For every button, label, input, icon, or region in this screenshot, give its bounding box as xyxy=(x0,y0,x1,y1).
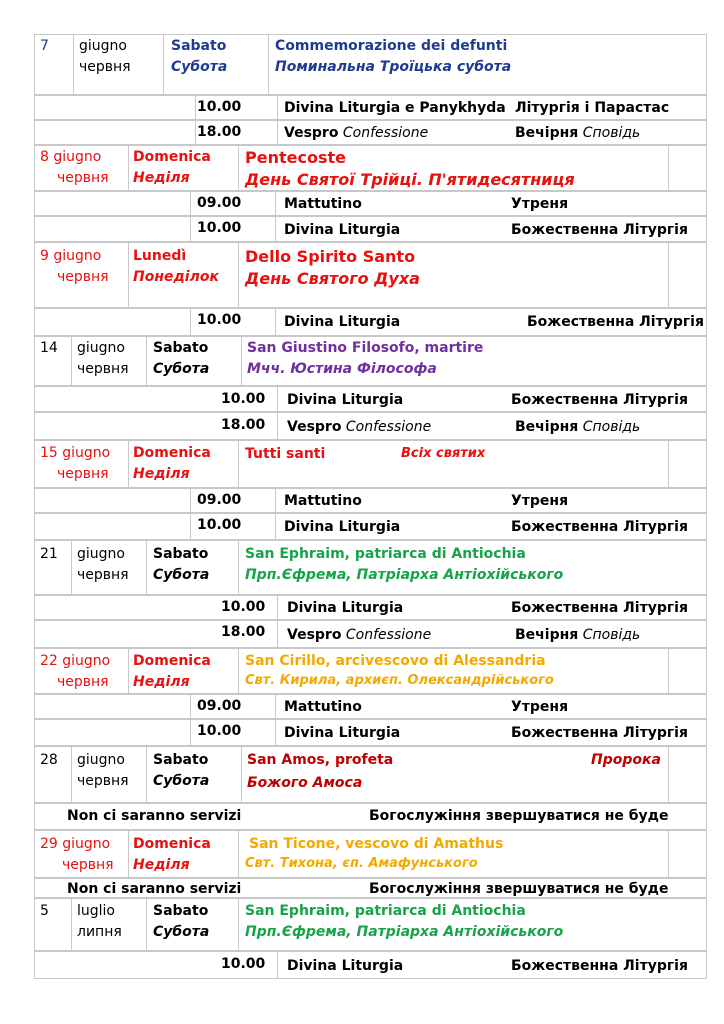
day-number: 21 xyxy=(40,546,58,562)
feast-uk: Свт. Кирила, архиєп. Олександрійського xyxy=(245,673,554,688)
service-time: 18.00 xyxy=(197,124,242,140)
schedule-day-row xyxy=(34,898,707,951)
feast-it: Tutti santi xyxy=(245,446,326,462)
service-row xyxy=(34,120,707,145)
service-uk: Літургія і Парастас xyxy=(515,100,670,116)
service-uk: Божественна Літургія xyxy=(511,222,688,238)
weekday-it: Sabato xyxy=(171,38,227,54)
month-uk: червня xyxy=(77,361,129,377)
feast-it: San Ephraim, patriarca di Antiochia xyxy=(245,903,526,919)
month-uk: червня xyxy=(57,466,109,482)
feast-uk: День Святої Трійці. П'ятидесятниця xyxy=(245,170,575,189)
month-uk: червня xyxy=(57,170,109,186)
service-it: Divina Liturgia xyxy=(284,222,401,238)
month-uk: червня xyxy=(57,674,109,690)
service-it: Vespro Confessione xyxy=(284,125,429,141)
month-uk: червня xyxy=(57,269,109,285)
service-it: Vespro Confessione xyxy=(287,627,432,643)
month-uk: липня xyxy=(77,924,122,940)
service-row xyxy=(34,595,707,620)
month-it: giugno xyxy=(77,752,125,768)
feast-uk: День Святого Духа xyxy=(245,269,420,288)
service-uk: Утреня xyxy=(511,493,569,509)
service-row xyxy=(34,386,707,412)
day-month-it: 15 giugno xyxy=(40,445,111,461)
feast-it: Pentecoste xyxy=(245,148,346,167)
service-uk: Вечірня Сповідь xyxy=(515,627,641,643)
service-time: 18.00 xyxy=(221,417,266,433)
service-uk: Утреня xyxy=(511,196,569,212)
service-it: Divina Liturgia xyxy=(284,519,401,535)
service-row xyxy=(34,488,707,513)
weekday-it: Lunedì xyxy=(133,248,187,264)
service-row xyxy=(34,191,707,216)
service-time: 10.00 xyxy=(221,956,266,972)
weekday-it: Sabato xyxy=(153,752,209,768)
feast-it: San Giustino Filosofo, martire xyxy=(247,340,484,356)
feast-uk: Всіх святих xyxy=(401,446,486,461)
schedule-day-row xyxy=(34,145,707,191)
feast-uk: Прп.Єфрема, Патріарха Антіохійського xyxy=(245,567,564,583)
no-services-row xyxy=(34,803,707,830)
service-it: Divina Liturgia xyxy=(284,725,401,741)
weekday-it: Sabato xyxy=(153,340,209,356)
service-time: 09.00 xyxy=(197,698,242,714)
feast-uk: Поминальна Троїцька субота xyxy=(275,59,512,75)
month-uk: червня xyxy=(79,59,131,75)
feast-it: Commemorazione dei defunti xyxy=(275,38,508,54)
service-it: Divina Liturgia xyxy=(287,600,404,616)
month-uk: червня xyxy=(77,773,129,789)
no-services-uk: Богослужіння звершуватися не буде xyxy=(369,881,669,897)
service-row xyxy=(34,719,707,746)
service-time: 09.00 xyxy=(197,195,242,211)
service-it: Mattutino xyxy=(284,196,362,212)
weekday-it: Domenica xyxy=(133,445,211,461)
day-month-it: 22 giugno xyxy=(40,653,111,669)
no-services-it: Non ci saranno servizi xyxy=(67,881,242,897)
weekday-uk: Субота xyxy=(171,59,228,75)
feast-uk-part2: Божого Амоса xyxy=(247,775,363,791)
weekday-it: Domenica xyxy=(133,836,211,852)
feast-uk: Прп.Єфрема, Патріарха Антіохійського xyxy=(245,924,564,940)
month-it: giugno xyxy=(77,340,125,356)
feast-uk-part1: Пророка xyxy=(591,752,661,768)
schedule-day-row xyxy=(34,242,707,308)
service-time: 10.00 xyxy=(197,517,242,533)
service-uk: Вечірня Сповідь xyxy=(515,125,641,141)
month-it: giugno xyxy=(79,38,127,54)
feast-uk: Свт. Тихона, єп. Амафунського xyxy=(245,856,478,871)
feast-it: San Cirillo, arcivescovo di Alessandria xyxy=(245,653,546,669)
feast-it: Dello Spirito Santo xyxy=(245,247,416,266)
no-services-uk: Богослужіння звершуватися не буде xyxy=(369,808,669,824)
month-uk: червня xyxy=(62,857,114,873)
service-it: Divina Liturgia e Panykhyda xyxy=(284,100,506,116)
weekday-uk: Неділя xyxy=(133,170,190,186)
no-services-it: Non ci saranno servizi xyxy=(67,808,242,824)
service-it: Divina Liturgia xyxy=(287,392,404,408)
service-it: Mattutino xyxy=(284,493,362,509)
month-uk: червня xyxy=(77,567,129,583)
no-services-row xyxy=(34,878,707,898)
feast-it: San Ticone, vescovo di Amathus xyxy=(249,836,504,852)
weekday-uk: Понеділок xyxy=(133,269,219,285)
weekday-it: Sabato xyxy=(153,546,209,562)
service-time: 10.00 xyxy=(197,99,242,115)
service-row xyxy=(34,412,707,440)
service-time: 18.00 xyxy=(221,624,266,640)
month-it: giugno xyxy=(77,546,125,562)
day-month-it: 9 giugno xyxy=(40,248,102,264)
schedule-day-row xyxy=(34,830,707,878)
service-row xyxy=(34,694,707,719)
weekday-uk: Субота xyxy=(153,361,210,377)
service-time: 10.00 xyxy=(197,312,242,328)
schedule-day-row xyxy=(34,648,707,694)
weekday-it: Sabato xyxy=(153,903,209,919)
service-uk: Вечірня Сповідь xyxy=(515,419,641,435)
service-it: Vespro Confessione xyxy=(287,419,432,435)
service-row xyxy=(34,513,707,540)
service-time: 10.00 xyxy=(197,220,242,236)
feast-uk: Мчч. Юстина Філософа xyxy=(247,361,437,377)
day-month-it: 8 giugno xyxy=(40,149,102,165)
service-uk: Божественна Літургія xyxy=(511,600,688,616)
schedule-day-row xyxy=(34,440,707,488)
weekday-uk: Неділя xyxy=(133,857,190,873)
day-month-it: 29 giugno xyxy=(40,836,111,852)
schedule-day-row xyxy=(34,34,707,95)
service-row xyxy=(34,308,707,336)
day-number: 7 xyxy=(40,38,49,54)
service-time: 10.00 xyxy=(197,723,242,739)
service-it: Mattutino xyxy=(284,699,362,715)
day-number: 5 xyxy=(40,903,49,919)
service-uk: Божественна Літургія xyxy=(511,519,688,535)
service-uk: Божественна Літургія xyxy=(511,958,688,974)
service-row xyxy=(34,951,707,979)
schedule-day-row xyxy=(34,746,707,803)
month-it: luglio xyxy=(77,903,115,919)
service-uk: Божественна Літургія xyxy=(511,725,688,741)
service-uk: Божественна Літургія xyxy=(527,314,704,330)
service-time: 09.00 xyxy=(197,492,242,508)
feast-it: San Amos, profeta xyxy=(247,752,394,768)
service-row xyxy=(34,95,707,120)
service-it: Divina Liturgia xyxy=(284,314,401,330)
schedule-day-row xyxy=(34,336,707,386)
day-number: 14 xyxy=(40,340,58,356)
service-uk: Божественна Літургія xyxy=(511,392,688,408)
day-number: 28 xyxy=(40,752,58,768)
feast-it: San Ephraim, patriarca di Antiochia xyxy=(245,546,526,562)
weekday-uk: Неділя xyxy=(133,674,190,690)
weekday-uk: Субота xyxy=(153,924,210,940)
weekday-uk: Неділя xyxy=(133,466,190,482)
service-time: 10.00 xyxy=(221,391,266,407)
weekday-it: Domenica xyxy=(133,149,211,165)
service-it: Divina Liturgia xyxy=(287,958,404,974)
weekday-uk: Субота xyxy=(153,567,210,583)
weekday-uk: Субота xyxy=(153,773,210,789)
schedule-day-row xyxy=(34,540,707,595)
service-row xyxy=(34,620,707,648)
service-row xyxy=(34,216,707,242)
weekday-it: Domenica xyxy=(133,653,211,669)
service-time: 10.00 xyxy=(221,599,266,615)
service-uk: Утреня xyxy=(511,699,569,715)
